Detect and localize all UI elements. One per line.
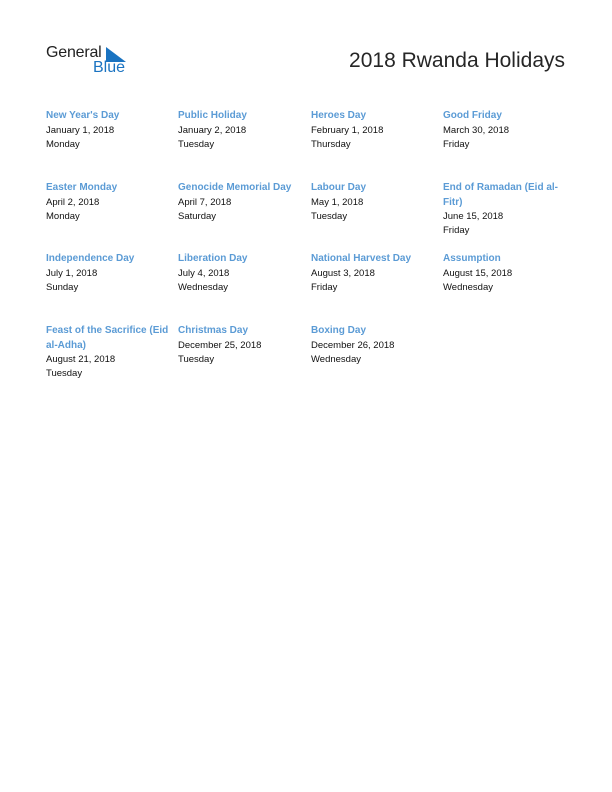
holiday-date: December 26, 2018 — [311, 339, 395, 351]
holiday-item — [311, 324, 436, 367]
holiday-name: Boxing Day — [311, 325, 367, 336]
holiday-weekday: Tuesday — [46, 368, 83, 379]
holiday-weekday: Monday — [46, 138, 80, 150]
holiday-name: Genocide Memorial Day — [178, 182, 292, 193]
holiday-date: August 15, 2018 — [443, 267, 513, 279]
holiday-name: Christmas Day — [178, 325, 249, 336]
holiday-name: Good Friday — [443, 110, 502, 121]
holiday-date: December 25, 2018 — [178, 339, 262, 351]
holiday-weekday: Sunday — [46, 281, 79, 293]
holiday-name: Feast of the Sacrifice (Eid al-Adha) — [46, 325, 169, 351]
holiday-item — [178, 324, 303, 367]
holiday-item — [178, 181, 308, 224]
holiday-date: March 30, 2018 — [443, 124, 510, 136]
holiday-item — [46, 252, 171, 295]
holiday-date: July 4, 2018 — [178, 267, 230, 279]
holiday-item — [311, 252, 436, 295]
holiday-item — [178, 109, 303, 152]
holiday-weekday: Tuesday — [311, 210, 348, 222]
holiday-weekday: Wednesday — [311, 353, 361, 365]
holiday-date: February 1, 2018 — [311, 124, 384, 136]
holiday-weekday: Friday — [443, 138, 470, 150]
holiday-item — [443, 109, 568, 152]
holiday-item — [46, 109, 171, 152]
logo — [46, 44, 136, 80]
holiday-date: August 3, 2018 — [311, 267, 375, 279]
holiday-weekday: Monday — [46, 210, 80, 222]
holiday-weekday: Tuesday — [178, 353, 215, 365]
holiday-name: Labour Day — [311, 182, 367, 193]
logo-text-blue: Blue — [93, 59, 126, 76]
logo-text-general: General — [46, 44, 102, 61]
holiday-name: Public Holiday — [178, 110, 247, 121]
holiday-item — [178, 252, 303, 295]
holiday-weekday: Friday — [311, 281, 338, 293]
holiday-date: April 7, 2018 — [178, 196, 232, 208]
holiday-weekday: Thursday — [311, 138, 351, 150]
holiday-date: January 2, 2018 — [178, 124, 247, 136]
holiday-weekday: Wednesday — [178, 281, 228, 293]
holiday-date: April 2, 2018 — [46, 196, 100, 208]
holiday-item — [46, 181, 171, 224]
holiday-date: January 1, 2018 — [46, 124, 115, 136]
holiday-item — [443, 252, 568, 295]
holiday-weekday: Saturday — [178, 210, 217, 222]
holiday-date: May 1, 2018 — [311, 196, 364, 208]
holiday-weekday: Tuesday — [178, 138, 215, 150]
holiday-name: End of Ramadan (Eid al-Fitr) — [443, 182, 559, 208]
holiday-item — [311, 109, 436, 152]
holiday-item — [46, 324, 171, 381]
holiday-item — [311, 181, 436, 224]
page-title: 2018 Rwanda Holidays — [349, 49, 565, 72]
holiday-name: Assumption — [443, 253, 501, 264]
holiday-name: Heroes Day — [311, 110, 367, 121]
holiday-name: Independence Day — [46, 253, 135, 264]
holiday-item — [443, 181, 568, 238]
holiday-weekday: Wednesday — [443, 281, 493, 293]
holiday-date: July 1, 2018 — [46, 267, 98, 279]
holiday-date: June 15, 2018 — [443, 211, 504, 222]
holiday-name: Easter Monday — [46, 182, 118, 193]
holiday-name: National Harvest Day — [311, 253, 412, 264]
holiday-date: August 21, 2018 — [46, 354, 116, 365]
holiday-weekday: Friday — [443, 225, 470, 236]
holiday-name: New Year's Day — [46, 110, 120, 121]
holiday-name: Liberation Day — [178, 253, 248, 264]
